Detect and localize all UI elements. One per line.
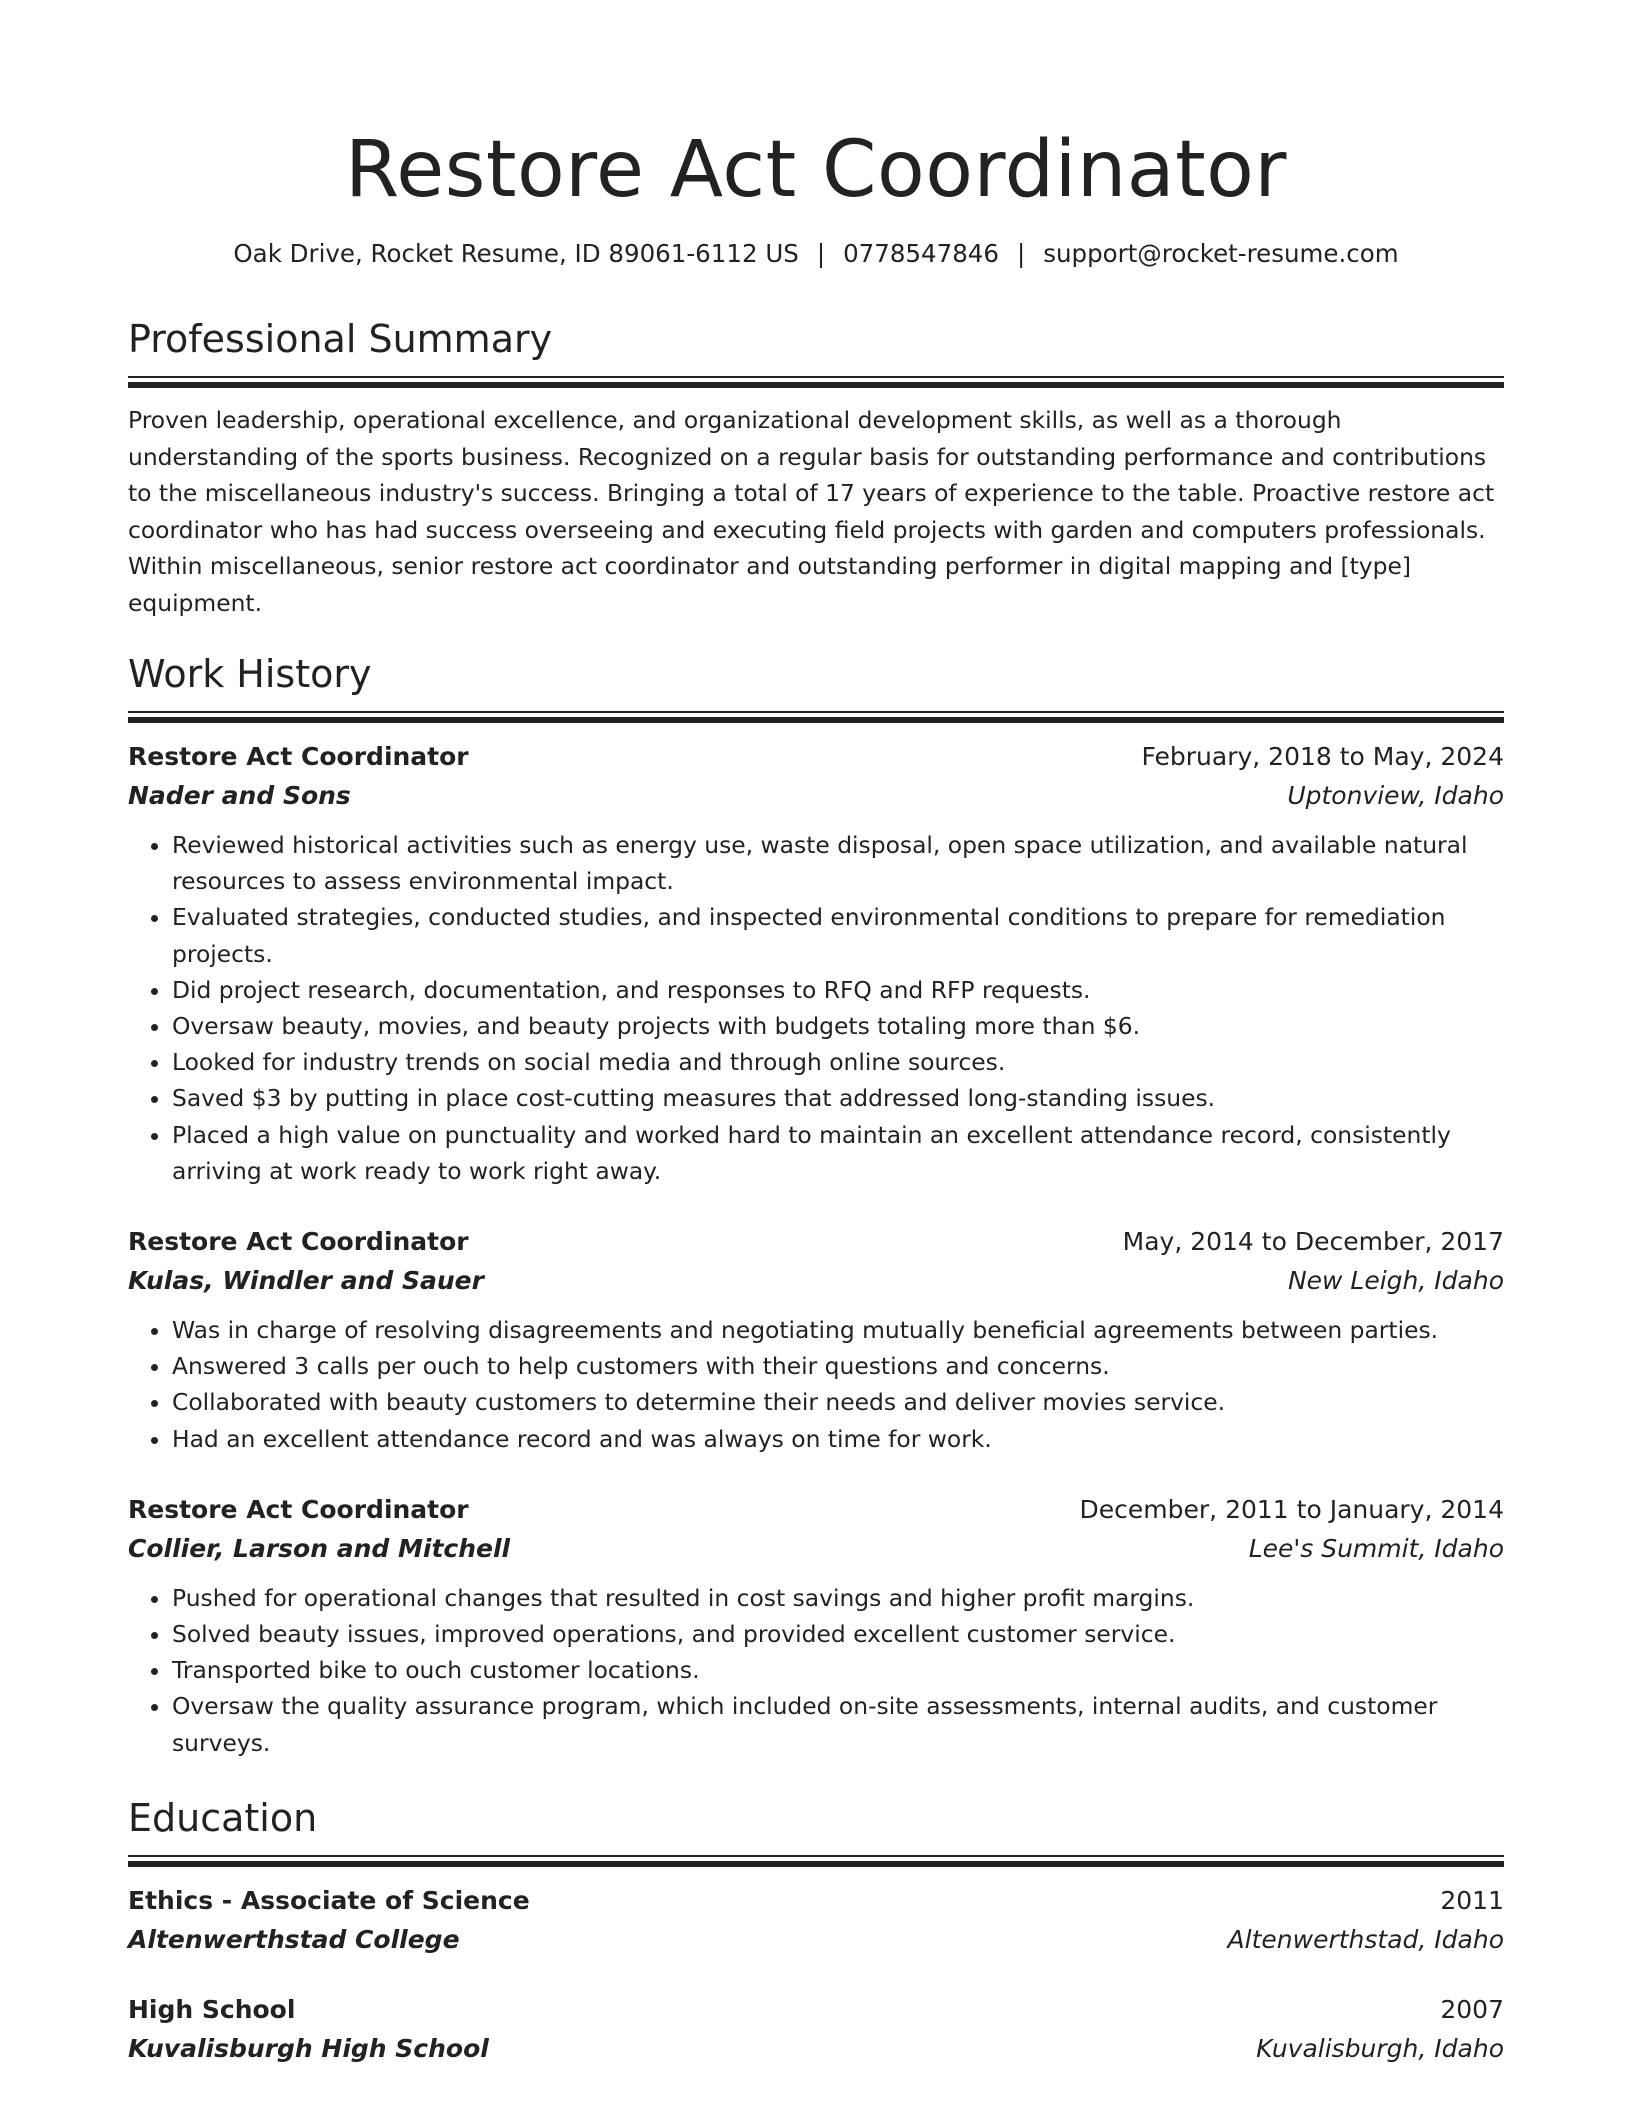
- job-entry: [128, 1223, 1504, 1457]
- job-bullet: • Transported bike to ouch customer locations.: [172, 1652, 1504, 1688]
- section-divider: [128, 1855, 1504, 1868]
- job-bullet: • Oversaw the quality assurance program, which included on-site assessments, internal audits, and customer surveys.: [172, 1688, 1504, 1760]
- job-location: Uptonview, Idaho: [1287, 781, 1504, 810]
- job-bullet: • Evaluated strategies, conducted studies, and inspected environmental conditions to prepare for remediation projects.: [172, 899, 1504, 971]
- job-dates: December, 2011 to January, 2014: [1079, 1494, 1504, 1524]
- job-title: Restore Act Coordinator: [128, 1227, 469, 1257]
- job-bullet: • Collaborated with beauty customers to determine their needs and deliver movies service.: [172, 1384, 1504, 1420]
- education-location: Altenwerthstad, Idaho: [1227, 1924, 1504, 1954]
- education-year: 2011: [1440, 1885, 1504, 1915]
- contact-line: [128, 238, 1504, 270]
- job-location: New Leigh, Idaho: [1287, 1266, 1504, 1296]
- summary-section: [128, 316, 1504, 621]
- job-location: Lee's Summit, Idaho: [1248, 1533, 1504, 1563]
- section-divider: [128, 711, 1504, 724]
- job-bullet: • Oversaw beauty, movies, and beauty projects with budgets totaling more than $6.: [172, 1008, 1504, 1044]
- job-bullets: [128, 1580, 1504, 1761]
- summary-text: Proven leadership, operational excellence, and organizational development skills, as well as a thorough understanding of the sports business. Recognized on a regular basis for outstanding performance and contributions to the miscellaneous industry's success. Bringing a total of 17 years of experience to the table. Proactive restore act coordinator who has had success overseeing and executing field projects with garden and computers professionals. Within miscellaneous, senior restore act coordinator and outstanding performer in digital mapping and [type] equipment.: [128, 406, 1495, 617]
- education-school: Kuvalisburgh High School: [128, 2033, 489, 2063]
- contact-email: support@rocket-resume.com: [1043, 239, 1399, 268]
- job-title: Restore Act Coordinator: [128, 742, 469, 771]
- contact-separator: |: [1016, 239, 1026, 268]
- job-bullet: • Solved beauty issues, improved operations, and provided excellent customer service.: [172, 1616, 1504, 1652]
- job-company: Collier, Larson and Mitchell: [128, 1533, 511, 1563]
- contact-separator: |: [816, 239, 826, 268]
- job-company: Kulas, Windler and Sauer: [128, 1266, 484, 1296]
- education-location: Kuvalisburgh, Idaho: [1256, 2033, 1504, 2063]
- job-bullet: • Reviewed historical activities such as energy use, waste disposal, open space utilization, and available natural resources to assess environmental impact.: [172, 827, 1504, 899]
- job-bullets: [128, 1312, 1504, 1457]
- education-year: 2007: [1440, 1994, 1504, 2024]
- job-entry: [128, 738, 1504, 1189]
- education-degree: High School: [128, 1994, 296, 2024]
- job-bullet: • Was in charge of resolving disagreements and negotiating mutually beneficial agreements between parties.: [172, 1312, 1504, 1348]
- section-title-work-history: Work History: [128, 652, 372, 696]
- education-entry: [128, 1991, 1504, 2068]
- job-bullet: • Looked for industry trends on social media and through online sources.: [172, 1044, 1504, 1080]
- education-entry: [128, 1882, 1504, 1959]
- job-bullets: [128, 827, 1504, 1189]
- job-dates: February, 2018 to May, 2024: [1141, 742, 1504, 771]
- work-history-section: [128, 651, 1504, 1761]
- education-section: [128, 1795, 1504, 2068]
- education-school: Altenwerthstad College: [128, 1924, 460, 1954]
- job-bullet: • Pushed for operational changes that resulted in cost savings and higher profit margins.: [172, 1580, 1504, 1616]
- education-degree: Ethics - Associate of Science: [128, 1885, 530, 1915]
- job-bullet: • Had an excellent attendance record and was always on time for work.: [172, 1421, 1504, 1457]
- job-entry: [128, 1491, 1504, 1761]
- resume-name: Restore Act Coordinator: [345, 125, 1287, 215]
- section-title-education: Education: [128, 1795, 318, 1840]
- section-divider: [128, 376, 1504, 389]
- section-title-summary: Professional Summary: [128, 317, 553, 361]
- job-title: Restore Act Coordinator: [128, 1494, 469, 1524]
- job-dates: May, 2014 to December, 2017: [1122, 1227, 1504, 1257]
- job-company: Nader and Sons: [128, 781, 351, 810]
- job-bullet: • Placed a high value on punctuality and worked hard to maintain an excellent attendance record, consistently arriving at work ready to work right away.: [172, 1117, 1504, 1189]
- job-bullet: • Did project research, documentation, and responses to RFQ and RFP requests.: [172, 972, 1504, 1008]
- contact-phone: 0778547846: [843, 239, 999, 268]
- job-bullet: • Saved $3 by putting in place cost-cutting measures that addressed long-standing issues.: [172, 1080, 1504, 1116]
- job-bullet: • Answered 3 calls per ouch to help customers with their questions and concerns.: [172, 1348, 1504, 1384]
- contact-address: Oak Drive, Rocket Resume, ID 89061-6112 US: [233, 239, 799, 268]
